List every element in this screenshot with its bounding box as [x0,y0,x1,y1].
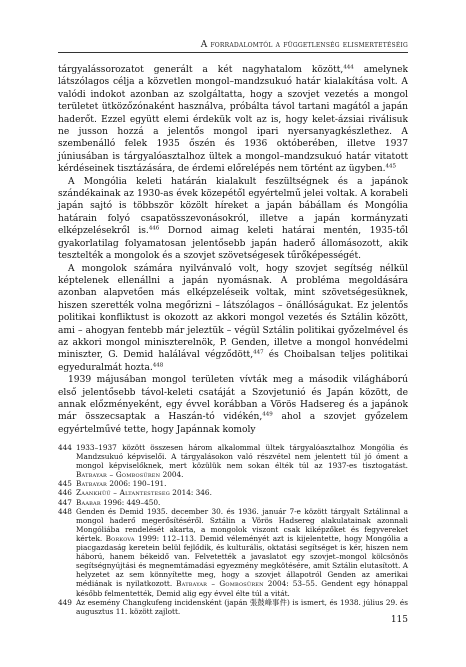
footnote-ref-445[interactable]: 445 [385,163,397,170]
footnote-ref-447[interactable]: 447 [253,349,264,356]
footnote-446: 446 Zaankhüü – Altantesteseg 2014: 346. [58,488,212,498]
footnote-number: 447 [58,497,72,507]
footnote-ref-448[interactable]: 448 [152,362,164,369]
footnote-444: 444 1933–1937 között összesen három alkalommal ültek tárgyalóasztalhoz Mongólia és Mandzsukuó képviselői. A tárgyalásokon való részvétel nem jelentett túl jó óment a mongol képviselőknek, mert közülük nem sokan élték túl az 1937-es tisztogatást. Batbayar – Gombosüren 2004. [58,443,408,480]
paragraph-1: tárgyalássorozatot generált a két nagyhatalom között,$^{444}$ amelynek látszólagos célja a közvetlen mongol–mandzsukuó határ kialakítása volt. A valódi indokot azonban az szolgáltatta, hogy a szovjet vezetés a mongol területet ütközőzónaként használva, próbálta távol tartani magától a japán haderőt. Ezzel együtt elemi érdekük volt az is, hogy kelet-ázsiai riválisuk ne jusson hozzá a jelentős mongol ipari nyersanyagkészlethez. A szembenálló felek 1935 őszén és 1936 októberében, illetve 1937 júniusában is tárgyalóasztalhoz ültek a mongol–mandzsukuó határ vitatott kérdéseinek tisztázására, de érdemi előrelépés nem történt az ügyben.$^{445}$ [58,64,408,175]
footnote-447: 447 Baabar 1996: 449–450. [58,497,161,507]
footnote-number: 449 [58,597,72,607]
footnote-number: 446 [58,488,72,498]
footnote-445: 445 Batbayar 2006: 190–191. [58,479,167,489]
footnote-448: 448 Genden és Demid 1935. december 30. és 1936. január 7-e között tárgyalt Sztálinnal a mongol haderő megerősítéséről. Sztálin a Vörös Hadsereg alakulatainak azonnali Mongóliába rendelését akarta, a mongolok viszont csak kiképzőket és fegyvereket kértek. Borkova 1999: 112–113. Demid véleményét azt is kijelentette, hogy Mongólia a piacgazdaság keretein belül fejlődik, és kulturális, oktatási segítséget is kér, hiszen nem háború, hanem békeidő van. Felvetették a javaslatot egy szovjet–mongol kölcsönös segítségnyújtási és megnemtámadási egyezmény megkötésére, amit Sztálin elutasított. A helyzetet az sem könnyítette meg, hogy a szovjet állapotról Genden az amerikai médiának is nyilatkozott. Batbayar – Gombosüren 2004: 53–55. Gendent egy hónappal később felmentették, Demid alig egy évvel élte túl a vitát. [58,506,408,598]
page-number: 115 [390,615,408,625]
main-text [58,64,408,436]
footnote-ref-446[interactable]: 446 [148,225,160,232]
footnote-ref-449[interactable]: 449 [262,411,273,418]
paragraph-3: A mongolok számára nyilvánvaló volt, hogy szovjet segítség nélkül képtelenek ellenállni a japán nyomásnak. A probléma megoldására azonban alapvetően más elképzeléseik voltak, mint szövetségesüknek, hiszen szerették volna megőrizni – látszólagos – önállóságukat. Ez jelentős politikai konfliktust is okozott az akkori mongol vezetés és Sztálin között, ami – ahogyan fentebb már jeleztük – végül Sztálin politikai győzelmével és az akkori mongol miniszterelnök, P. Genden, illetve a mongol honvédelmi miniszter, G. Demid halálával végződött,$^{447}$ és Choibalsan teljes politikai egyeduralmát hozta.$^{448}$ [58,263,408,373]
running-header [58,40,408,53]
footnote-number: 444 [58,443,72,452]
footnote-number: 448 [58,506,72,516]
paragraph-4: 1939 májusában mongol területen vívták meg a második világháború első jelentősebb távol-keleti csatáját a Szovjetunió és Japán között, de annak előzményeként, egy évvel korábban a Vörös Hadsereg és a japánok már összecsaptak a Haszán-tó vidékén,$^{449}$ ahol a szovjet győzelem egyértelművé tette, hogy Japánnak komoly [58,375,408,435]
paragraph-2: A Mongólia keleti határán kialakult feszültségnek és a japánok szándékainak az 1930-as évek közepétől egyértelmű jelei voltak. A korabeli japán sajtó is többször közölt híreket a japán bábállam és Mongólia határain folyó csapatösszevonásokról, illetve a japán kormányzati elképzelésekről is.$^{446}$ Dornod aimag keleti határai mentén, 1935-től gyakorlatilag folyamatosan jelentősebb japán haderő állomásozott, akik tesztelték a mongolok és a szovjet szövetségesek tűrőképességét. [58,176,408,262]
running-title: A forradalomtól a függetlenség elismertetéséig [200,40,408,50]
footnote-ref-444[interactable]: 444 [343,64,354,71]
footnote-449: 449 Az esemény Changkufeng incidensként (japán 張鼓峰事件) is ismert, és 1938. július 29. és augusztus 11. között zajlott. [58,597,408,616]
footnotes [58,443,408,616]
footnote-number: 445 [58,479,72,489]
